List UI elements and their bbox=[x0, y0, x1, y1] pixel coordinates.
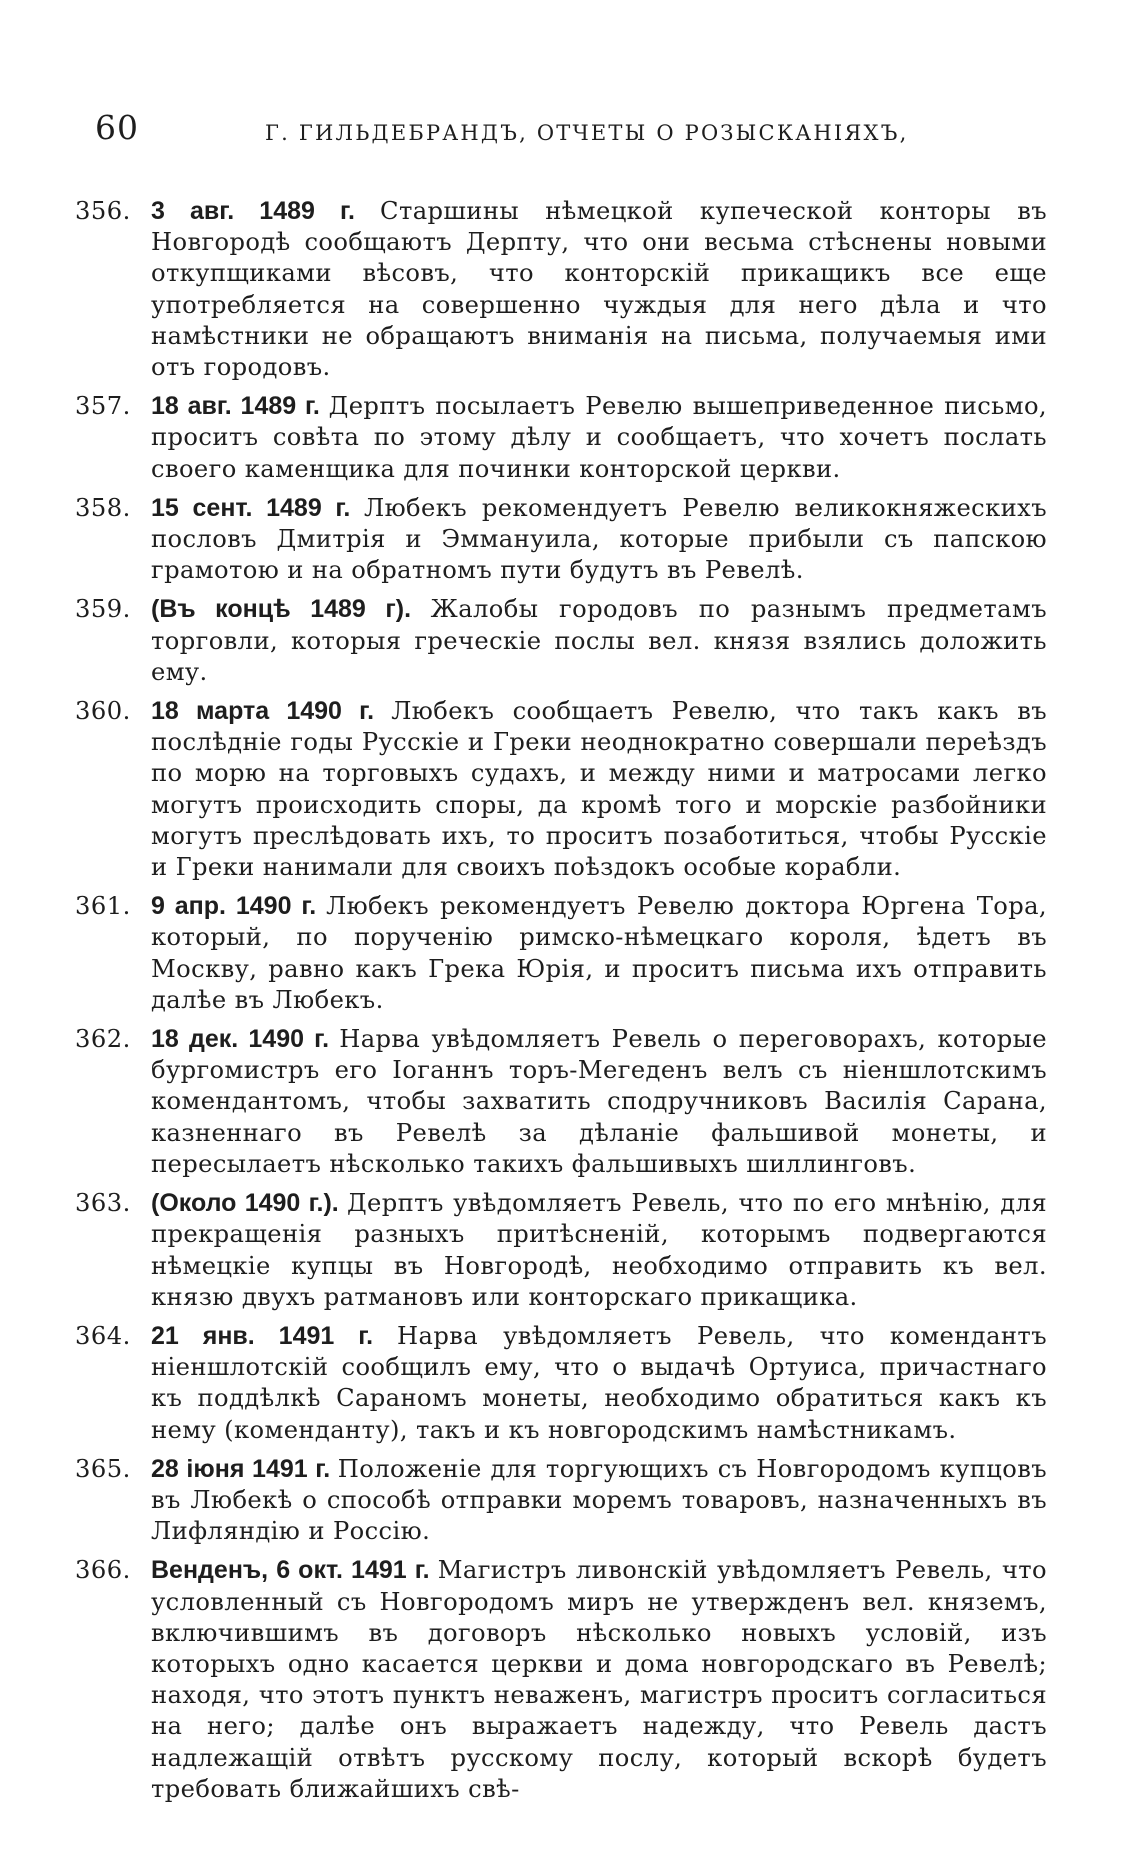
entry-date: (Около 1490 г.). bbox=[151, 1189, 347, 1218]
entry-361 bbox=[75, 891, 1047, 1016]
entry-366 bbox=[75, 1555, 1047, 1805]
entry-357 bbox=[75, 391, 1047, 485]
entry-date: Венденъ, 6 окт. 1491 г. bbox=[151, 1556, 438, 1585]
entry-number: 358. bbox=[75, 493, 131, 522]
entry-number: 360. bbox=[75, 697, 131, 726]
entry-text: Дерптъ увѣдомляетъ Ревель, что по его мнѣнію, для прекращенія разныхъ притѣсненій, которымъ подвергаются нѣмецкіе купцы въ Новгородѣ, необходимо отправить къ вел. князю двухъ ратмановъ или конторскаго прикащика. bbox=[151, 1189, 1047, 1311]
entry-364 bbox=[75, 1321, 1047, 1446]
entry-date: 18 авг. 1489 г. bbox=[151, 392, 329, 421]
page-header bbox=[95, 108, 1055, 154]
entry-date: 9 апр. 1490 г. bbox=[151, 892, 327, 921]
entry-number: 363. bbox=[75, 1189, 131, 1218]
page-number: 60 bbox=[95, 108, 139, 147]
entry-number: 359. bbox=[75, 595, 131, 624]
entry-number: 357. bbox=[75, 392, 131, 421]
entry-text: Нарва увѣдомляетъ Ревель о переговорахъ, которые бургомистръ его Іоганнъ торъ-Мегеденъ велъ съ ніеншлотскимъ комендантомъ, чтобы захватить сподручниковъ Василія Сарана, казненнаго въ Ревелѣ за дѣланіе фальшивой монеты, и пересылаетъ нѣсколько такихъ фальшивыхъ шиллинговъ. bbox=[151, 1025, 1047, 1178]
entries-list bbox=[75, 196, 1047, 1805]
running-title: Г. ГИЛЬДЕБРАНДЪ, ОТЧЕТЫ О РОЗЫСКАНІЯХЪ, bbox=[265, 121, 909, 145]
entry-text: Старшины нѣмецкой купеческой конторы въ Новгородѣ сообщаютъ Дерпту, что они весьма стѣснены новыми откупщиками вѣсовъ, что конторскій прикащикъ все еще употребляется на совершенно чуждыя для него дѣла и что намѣстники не обращаютъ вниманія на письма, получаемыя ими отъ городовъ. bbox=[151, 197, 1047, 382]
entry-date: 15 сент. 1489 г. bbox=[151, 493, 364, 522]
entry-text: Любекъ сообщаетъ Ревелю, что такъ какъ въ послѣдніе годы Русскіе и Греки неоднократно совершали переѣздъ по морю на торговыхъ судахъ, и между ними и матросами легко могутъ происходить споры, да кромѣ того и морскіе разбойники могутъ преслѣдовать ихъ, то проситъ позаботиться, чтобы Русскіе и Греки нанимали для своихъ поѣздокъ особые корабли. bbox=[151, 697, 1048, 882]
entry-date: 18 дек. 1490 г. bbox=[151, 1025, 340, 1054]
entry-text: Дерптъ посылаетъ Ревелю вышеприведенное письмо, проситъ совѣта по этому дѣлу и сообщаетъ, что хочетъ послать своего каменщика для починки конторской церкви. bbox=[151, 392, 1047, 483]
entry-365 bbox=[75, 1454, 1047, 1548]
entry-date: 21 янв. 1491 г. bbox=[151, 1321, 398, 1350]
entry-text: Любекъ рекомендуетъ Ревелю доктора Юргена Тора, который, по порученію римско-нѣмецкаго короля, ѣдетъ въ Москву, равно какъ Грека Юрія, и проситъ письма ихъ отправить далѣе въ Любекъ. bbox=[151, 892, 1047, 1014]
entry-360 bbox=[75, 696, 1047, 883]
entry-text: Любекъ рекомендуетъ Ревелю великокняжескихъ пословъ Дмитрія и Эммануила, которые прибыли съ папскою грамотою и на обратномъ пути будутъ въ Ревелѣ. bbox=[151, 493, 1047, 585]
entry-356 bbox=[75, 196, 1047, 383]
entry-text: Положеніе для торгующихъ съ Новгородомъ купцовъ въ Любекѣ о способѣ отправки моремъ товаровъ, назначенныхъ въ Лифляндію и Россію. bbox=[151, 1454, 1048, 1546]
entry-text: Нарва увѣдомляетъ Ревель, что комендантъ ніеншлотскій сообщилъ ему, что о выдачѣ Ортуиса, причастнаго къ поддѣлкѣ Сараномъ монеты, необходимо обратиться какъ къ нему (коменданту), такъ и къ новгородскимъ намѣстникамъ. bbox=[151, 1321, 1047, 1444]
entry-358 bbox=[75, 493, 1047, 587]
entry-text: Жалобы городовъ по разнымъ предметамъ торговли, которыя греческіе послы вел. князя взялись доложить ему. bbox=[151, 595, 1047, 686]
entry-date: 18 марта 1490 г. bbox=[151, 697, 392, 726]
entry-date: (Въ концѣ 1489 г). bbox=[151, 595, 431, 624]
entry-number: 365. bbox=[75, 1454, 131, 1483]
entry-362 bbox=[75, 1024, 1047, 1180]
entry-number: 361. bbox=[75, 892, 131, 921]
entry-363 bbox=[75, 1188, 1047, 1313]
entry-number: 362. bbox=[75, 1025, 131, 1054]
entry-359 bbox=[75, 594, 1047, 688]
entry-date: 28 іюня 1491 г. bbox=[151, 1454, 338, 1483]
entry-text: Магистръ ливонскій увѣдомляетъ Ревель, что условленный съ Новгородомъ миръ не утвержденъ вел. княземъ, включившимъ въ договоръ нѣсколько новыхъ условій, изъ которыхъ одно касается церкви и дома новгородскаго въ Ревелѣ; находя, что этотъ пунктъ неваженъ, магистръ проситъ согласиться на него; далѣе онъ выражаетъ надежду, что Ревель дастъ надлежащій отвѣтъ русскому послу, который вскорѣ будетъ требовать ближайшихъ свѣ- bbox=[151, 1556, 1048, 1803]
entry-number: 364. bbox=[75, 1321, 131, 1350]
entry-date: 3 авг. 1489 г. bbox=[151, 197, 381, 225]
entry-number: 356. bbox=[75, 197, 131, 225]
entry-number: 366. bbox=[75, 1556, 131, 1585]
